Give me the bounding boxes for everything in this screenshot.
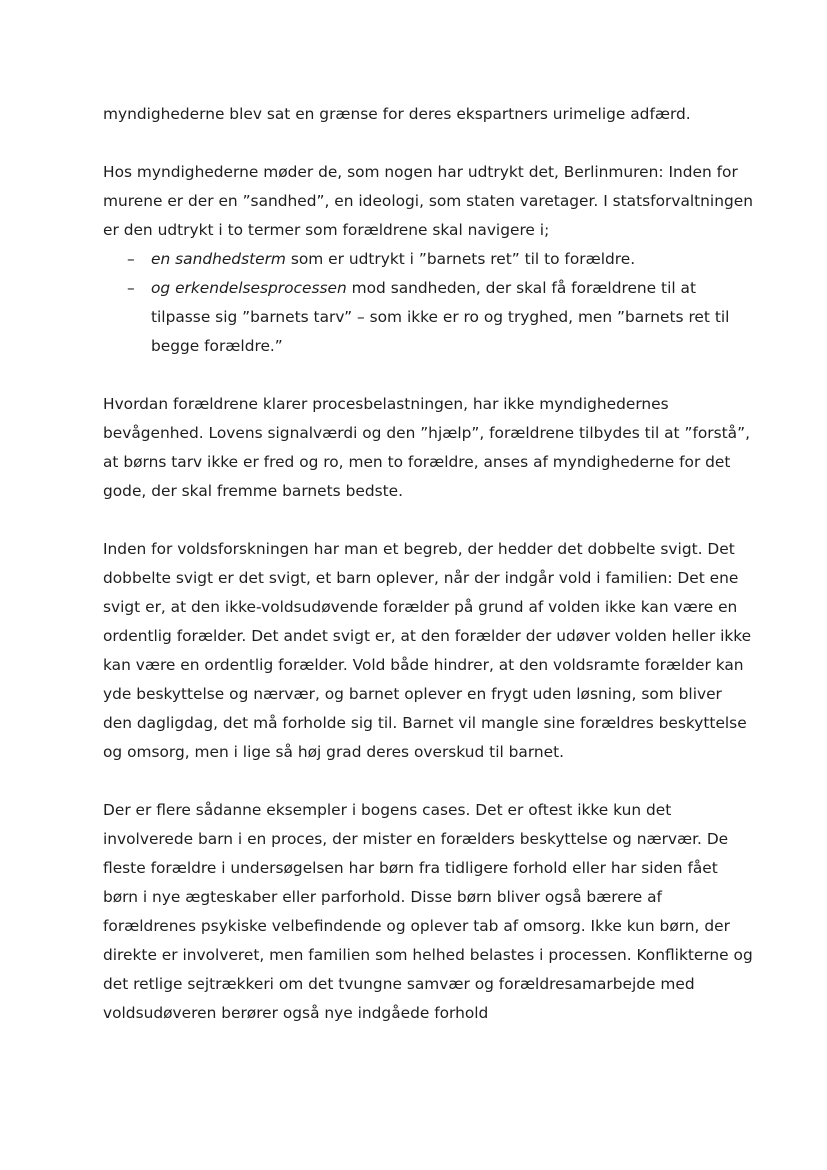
emphasized-term: en sandhedsterm <box>151 250 286 268</box>
list-item-text: mod sandheden, der skal få forældrene til at tilpasse sig ”barnets tarv” – som ikke er ro og tryghed, men ”barnets ret til begge forældre.” <box>151 279 730 355</box>
dash-bullet: – <box>127 250 135 268</box>
paragraph-4: Inden for voldsforskningen har man et begreb, der hedder det dobbelte svigt. Det dobbelte svigt er det svigt, et barn oplever, når der indgår vold i familien: Det ene svigt er, at den ikke-voldsudøvende forælder på grund af volden ikke kan være en ordentlig forælder. Det andet svigt er, at den forælder der udøver volden heller ikke kan være en ordentlig forælder. Vold både hindrer, at den voldsramte forælder kan yde beskyttelse og nærvær, og barnet oplever en frygt uden løsning, som bliver den dagligdag, det må forholde sig til. Barnet vil mangle sine forældres beskyttelse og omsorg, men i lige så høj grad deres overskud til barnet. <box>103 540 752 761</box>
paragraph-1: myndighederne blev sat en grænse for deres ekspartners urimelige adfærd. <box>103 105 691 123</box>
list-item-text: som er udtrykt i ”barnets ret” til to forældre. <box>285 250 636 268</box>
list-item <box>103 245 753 274</box>
list-item <box>103 274 753 361</box>
paragraph-3: Hvordan forældrene klarer procesbelastningen, har ikke myndighedernes bevågenhed. Lovens signalværdi og den ”hjælp”, forældrene tilbydes til at ”forstå”, at børns tarv ikke er fred og ro, men to forældre, anses af myndighederne for det gode, der skal fremme barnets bedste. <box>103 395 750 500</box>
paragraph-5: Der er flere sådanne eksempler i bogens cases. Det er oftest ikke kun det involverede barn i en proces, der mister en forælders beskyttelse og nærvær. De fleste forældre i undersøgelsen har børn fra tidligere forhold eller har siden fået børn i nye ægteskaber eller parforhold. Disse børn bliver også bærere af forældrenes psykiske velbefindende og oplever tab af omsorg. Ikke kun børn, der direkte er involveret, men familien som helhed belastes i processen. Konflikterne og det retlige sejtrækkeri om det tvungne samvær og forældresamarbejde med voldsudøveren berører også nye indgåede forhold <box>103 801 753 1022</box>
term-list <box>103 245 753 361</box>
dash-bullet: – <box>127 279 135 297</box>
paragraph-2: Hos myndighederne møder de, som nogen har udtrykt det, Berlinmuren: Inden for murene er der en ”sandhed”, en ideologi, som staten varetager. I statsforvaltningen er den udtrykt i to termer som forældrene skal navigere i; <box>103 163 753 239</box>
emphasized-term: og erkendelsesprocessen <box>151 279 347 297</box>
page-body <box>103 100 753 1028</box>
